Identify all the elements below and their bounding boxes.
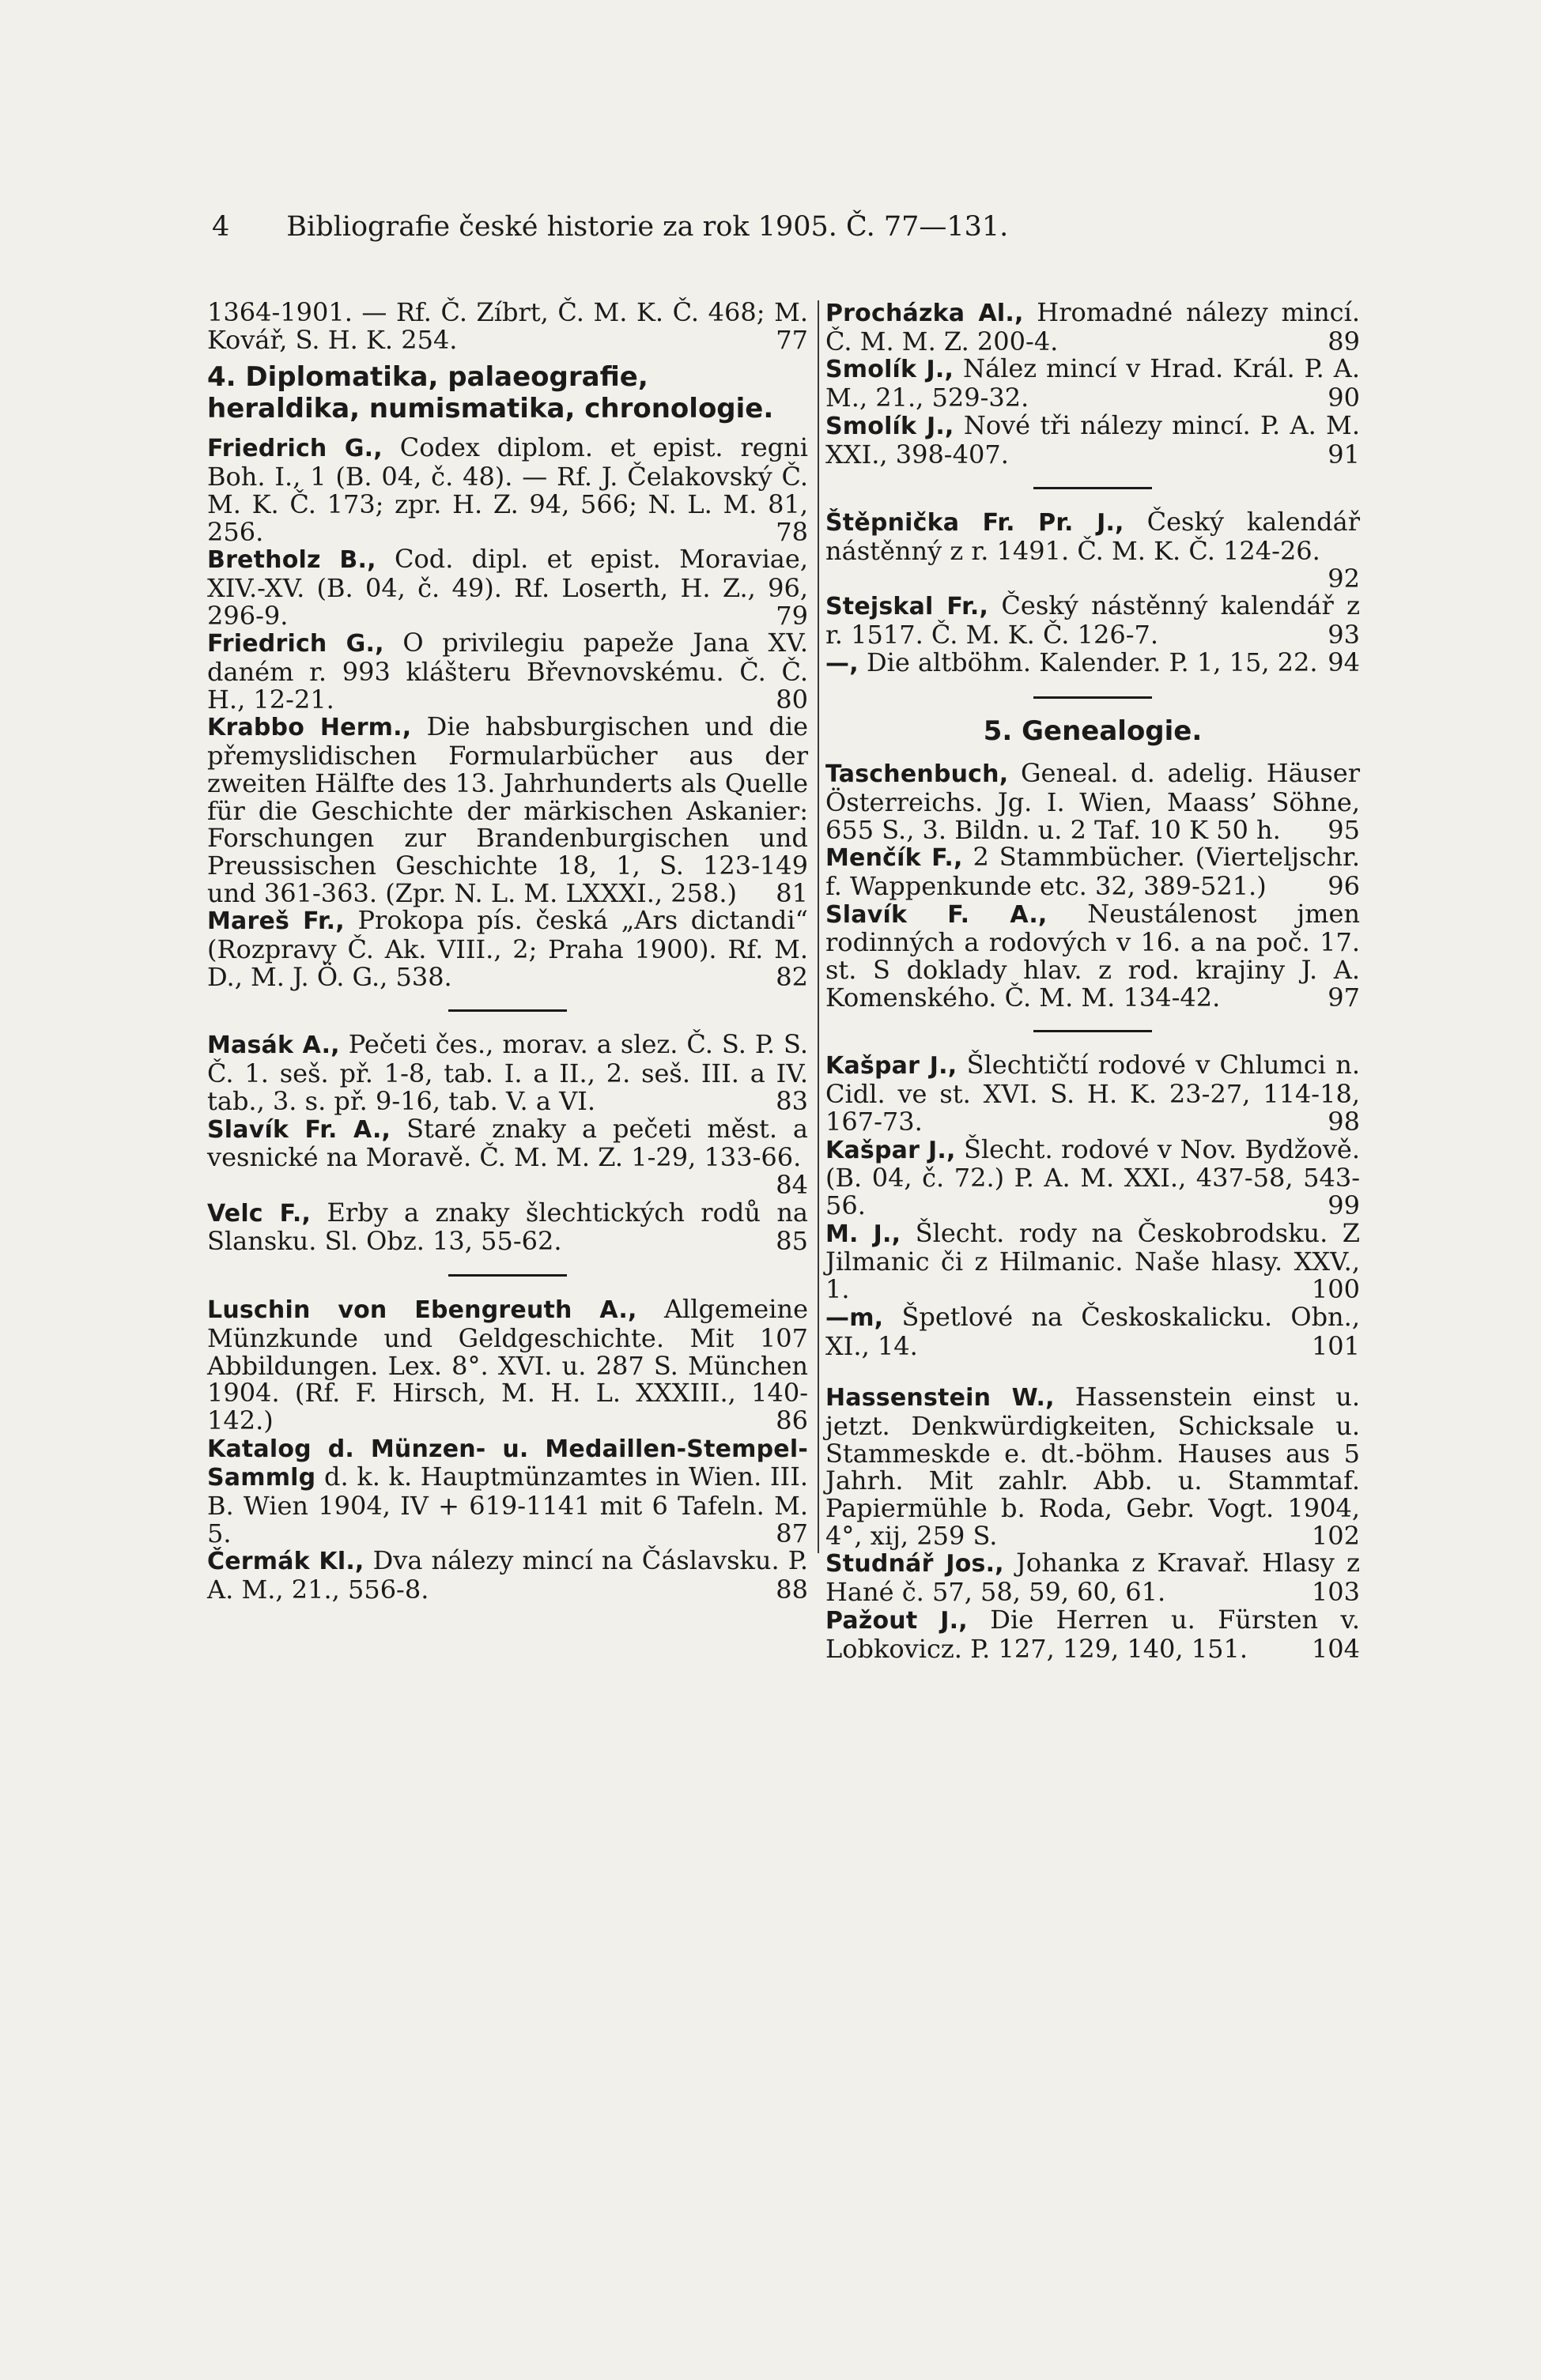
entry-list [207,1031,808,1255]
entry-number: 80 [776,684,808,715]
right-column [825,299,1360,1662]
entry-author: Pažout J., [825,1606,968,1635]
separator-rule [448,1274,567,1277]
entry-author: Luschin von Ebengreuth A., [207,1296,637,1325]
entry-text: O privilegiu papeže Jana XV. daném r. 993 klášteru Břevnovskému. Č. Č. H., 12-21. [207,628,809,715]
entry-author: Studnář Jos., [825,1550,1004,1578]
entry-number: 94 [1328,647,1360,677]
entry-text: Český kalendář nástěnný z r. 1491. Č. M. K. Č. 124-26. [825,507,1361,566]
entry-text: Staré znaky a pečeti měst. a vesnické na Moravě. Č. M. M. Z. 1-29, 133-66. [207,1113,809,1173]
entry-author: Friedrich G., [207,435,383,463]
entry-text: Šlecht. rodové v Nov. Bydžově. (B. 04, č. 72.) P. A. M. XXI., 437-58, 543-56. [825,1133,1361,1220]
entry-text: Hromadné nálezy mincí. Č. M. M. Z. 200-4. [825,297,1361,356]
entry-author: Hassenstein W., [825,1384,1055,1413]
entry-author: Friedrich G., [207,630,384,658]
entry-number: 79 [776,600,808,631]
entry-text: Prokopa pís. česká „Ars dictandi“ (Rozpravy Č. Ak. VIII., 2; Praha 1900). Rf. M. D., M. J. Ö. G., 538. [207,905,809,992]
entry-text: Dva nálezy mincí na Čáslavsku. P. A. M., 21., 556-8. [207,1545,809,1605]
bibliography-entry [207,1435,808,1548]
entry-author: Štěpnička Fr. Pr. J., [825,509,1124,537]
section-5-title: 5. Genealogie. [983,715,1203,748]
bibliography-entry [825,843,1360,900]
bibliography-entry [825,590,1361,651]
page-number: 4 [212,211,230,243]
entry-number: 77 [776,324,808,355]
bibliography-entry [207,1296,808,1435]
entry-author: Čermák Kl., [207,1548,364,1576]
entry-number: 90 [1328,383,1360,413]
entry-author: M. J., [825,1220,901,1248]
running-title: Bibliografie české historie za rok 1905. Č. 77—131. [286,211,1009,243]
separator-rule [1033,696,1152,699]
bibliography-entry [207,713,808,907]
entry-number: 81 [776,877,808,908]
separator-rule [448,1009,567,1012]
running-header [212,207,1398,247]
entry-text: Neustálenost jmen rodinných a rodových v 16. a na poč. 17. st. S doklady hlav. z rod. krajiny J. A. Komenského. Č. M. M. 134-42. [825,898,1361,1013]
entry-text: Erby a znaky šlechtických rodů na Slansku. Sl. Obz. 13, 55-62. [207,1197,809,1257]
entry-text: Český nástěnný kalendář z r. 1517. Č. M. K. Č. 126-7. [825,590,1361,651]
entry-text: d. k. k. Hauptmünzamtes in Wien. III. B. Wien 1904, IV + 619-1141 mit 6 Tafeln. M. 5. [207,1462,809,1548]
entry-text: Johanka z Kravař. Hlasy z Hané č. 57, 58, 59, 60, 61. [825,1548,1360,1608]
entry-author: Bretholz B., [207,546,376,575]
entry-text: Die Herren u. Fürsten v. Lobkovicz. P. 127, 129, 140, 151. [825,1604,1360,1664]
entry-text: Nález mincí v Hrad. Král. P. A. M., 21., 529-32. [825,353,1361,413]
bibliography-entry [207,434,808,545]
entry-text: 1364-1901. — Rf. Č. Zíbrt, Č. M. K. Č. 468; M. Kovář, S. H. K. 254. [207,297,808,355]
bibliography-entry [825,1606,1360,1662]
entry-author: Kašpar J., [825,1052,957,1081]
entry-number: 85 [776,1226,808,1257]
entry-list [207,299,808,353]
bibliography-entry [207,629,808,713]
entry-number: 97 [1328,982,1360,1013]
entry-number: 92 [1328,563,1360,594]
entry-author: Smolík J., [825,356,954,384]
bibliography-entry [207,299,808,353]
entry-number: 87 [776,1518,808,1548]
entry-text: Špetlové na Českoskalicku. Obn., XI., 14. [825,1301,1361,1361]
entry-text: Šlecht. rody na Českobrodsku. Z Jilmanic či z Hilmanic. Naše hlasy. XXV., 1. [825,1217,1361,1305]
bibliography-entry [207,1115,808,1199]
entry-author: Katalog d. Münzen- u. Medaillen-Stempel-Sammlg [207,1435,808,1492]
left-column [207,299,808,1604]
entry-text: Pečeti čes., morav. a slez. Č. S. P. S. Č. 1. seš. př. 1-8, tab. I. a II., 2. seš. III. a IV. tab., 3. s. př. 9-16, tab. V. a VI. [207,1029,809,1116]
entry-text: Šlechtičtí rodové v Chlumci n. Cidl. ve st. XVI. S. H. K. 23-27, 114-18, 167-73. [825,1050,1361,1137]
entry-list [825,760,1360,1011]
bibliography-entry [207,545,808,629]
entry-text: Codex diplom. et epist. regni Boh. I., 1 (B. 04, č. 48). — Rf. J. Čelakovský Č. M. K. Č. 173; zpr. H. Z. 94, 566; N. L. M. 81, 256. [207,432,809,547]
bibliography-entry [207,907,808,990]
entry-text: 2 Stammbücher. (Vierteljschr. f. Wappenkunde etc. 32, 389-521.) [825,842,1361,901]
bibliography-entry [825,1383,1360,1549]
entry-number: 101 [1311,1330,1360,1361]
column-divider [818,300,819,1553]
entry-number: 88 [776,1575,808,1605]
entry-list [825,1051,1360,1360]
entry-author: Slavík F. A., [825,900,1048,929]
bibliography-entry [825,299,1360,355]
entry-text: Cod. dipl. et epist. Moraviae, XIV.-XV. (B. 04, č. 49). Rf. Loserth, H. Z., 96, 296-9. [207,544,808,631]
bibliography-entry [825,1133,1361,1220]
entry-author: Smolík J., [825,412,954,440]
entry-text: Geneal. d. adelig. Häuser Österreichs. Jg. I. Wien, Maass’ Söhne, 655 S., 3. Bildn. u. 2 Taf. 10 K 50 h. [825,758,1360,845]
bibliography-entry [825,1303,1360,1360]
separator-rule [1033,1030,1152,1032]
entry-list [825,508,1360,677]
entry-author: Procházka Al., [825,300,1024,327]
separator-rule [1033,487,1152,489]
entry-author: Velc F., [207,1199,312,1228]
bibliography-entry [207,1199,808,1255]
entry-list [207,1296,808,1604]
bibliography-entry [825,1217,1361,1305]
entry-text: Allgemeine Münzkunde und Geldgeschichte. Mit 107 Abbildungen. Lex. 8°. XVI. u. 287 S. München 1904. (Rf. F. Hirsch, M. H. L. XXXIII., 140-142.) [207,1294,808,1435]
section-4-title: 4. Diplomatika, palaeografie, heraldika, numismatika, chronologie. [207,361,774,425]
entry-number: 89 [1328,326,1360,356]
entry-list [825,1383,1360,1662]
entry-number: 78 [776,516,808,547]
bibliography-entry [825,409,1360,470]
entry-number: 102 [1311,1520,1360,1551]
entry-text: Nové tři nálezy mincí. P. A. M. XXI., 398-407. [825,409,1360,470]
entry-number: 84 [776,1169,808,1200]
entry-number: 93 [1328,620,1360,651]
entry-number: 86 [776,1405,808,1435]
entry-number: 100 [1311,1274,1360,1305]
entry-list [825,299,1360,468]
entry-author: Mareš Fr., [207,907,345,936]
entry-list [207,434,808,990]
entry-author: Krabbo Herm., [207,714,412,742]
entry-author: Slavík Fr. A., [207,1115,391,1144]
bibliography-entry [207,1547,808,1603]
entry-text: Die altböhm. Kalender. P. 1, 15, 22. [866,647,1318,677]
entry-number: 91 [1328,439,1360,470]
entry-number: 99 [1328,1190,1360,1220]
entry-text: Die habsburgischen und die přemyslidischen Formularbücher aus der zweiten Hälfte des 13. Jahrhunderts als Quelle für die Geschichte der märkischen Askanier: Forschungen zur Brandenburgischen und Preussischen Geschichte 18, 1, S. 123-149 und 361-363. (Zpr. N. L. M. LXXXI., 258.) [207,711,809,908]
entry-number: 98 [1328,1106,1360,1137]
bibliography-entry [207,1031,808,1115]
entry-author: Masák A., [207,1032,340,1060]
bibliography-entry [825,760,1360,843]
entry-author: —m, [825,1303,884,1332]
entry-author: —, [825,649,859,677]
bibliography-entry [825,1548,1360,1608]
entry-number: 103 [1311,1577,1360,1608]
entry-number: 104 [1311,1633,1360,1664]
bibliography-entry [825,1051,1360,1135]
entry-text: Hassenstein einst u. jetzt. Denkwürdigkeiten, Schicksale u. Stammeskde e. dt.-böhm. Hauses aus 5 Jahrh. Mit zahlr. Abb. u. Stammtaf. Papiermühle b. Roda, Gebr. Vogt. 1904, 4°, xij, 259 S. [825,1382,1361,1551]
entry-number: 95 [1328,814,1360,845]
entry-author: Menčík F., [825,844,963,873]
bibliography-entry [825,508,1360,592]
entry-author: Kašpar J., [825,1136,956,1164]
entry-number: 82 [776,961,808,992]
bibliography-entry [825,900,1360,1012]
bibliography-entry [825,649,1360,678]
entry-author: Stejskal Fr., [825,593,989,621]
entry-number: 83 [776,1085,808,1116]
entry-number: 96 [1328,870,1360,901]
entry-author: Taschenbuch, [825,760,1009,789]
bibliography-entry [825,355,1360,411]
